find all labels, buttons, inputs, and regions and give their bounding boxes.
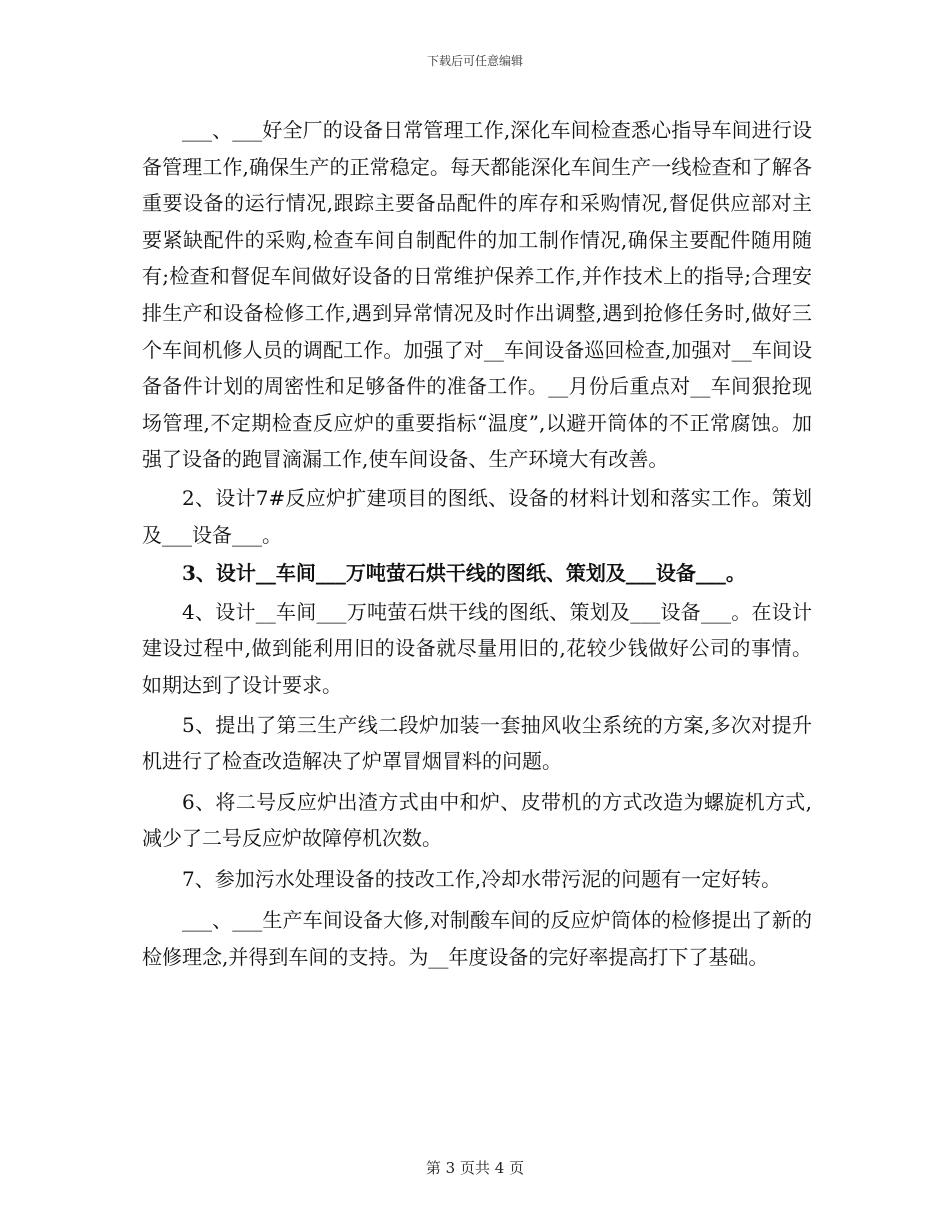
paragraph-7: 7、参加污水处理设备的技改工作,冷却水带污泥的问题有一定好转。: [182, 866, 782, 891]
paragraph-4: 4、设计__车间___万吨萤石烘干线的图纸、策划及___设备___。在设计建设过程中,做到能利用旧的设备就尽量用旧的,花较少钱做好公司的事情。如期达到了设计要求。: [142, 599, 812, 697]
page-header-note: 下载后可任意编辑: [426, 54, 523, 68]
paragraph-5: 5、提出了第三生产线二段炉加装一套抽风收尘系统的方案,多次对提升机进行了检查改造解决了炉罩冒烟冒料的问题。: [142, 712, 812, 774]
paragraph-6: 6、将二号反应炉出渣方式由中和炉、皮带机的方式改造为螺旋机方式,减少了二号反应炉故障停机次数。: [142, 789, 812, 851]
paragraph-8: ___、___生产车间设备大修,对制酸车间的反应炉筒体的检修提出了新的检修理念,并得到车间的支持。为__年度设备的完好率提高打下了基础。: [142, 908, 812, 970]
page-number: 第 3 页共 4 页: [425, 1159, 525, 1177]
document-body: [142, 112, 812, 976]
paragraph-3: 3、设计__车间___万吨萤石烘干线的图纸、策划及___设备___。: [182, 561, 746, 586]
paragraph-1: ___、___好全厂的设备日常管理工作,深化车间检查悉心指导车间进行设备管理工作,确保生产的正常稳定。每天都能深化车间生产一线检查和了解各重要设备的运行情况,跟踪主要备品配件的库存和采购情况,督促供应部对主要紧缺配件的采购,检查车间自制配件的加工制作情况,确保主要配件随用随有;检查和督促车间做好设备的日常维护保养工作,并作技术上的指导;合理安排生产和设备检修工作,遇到异常情况及时作出调整,遇到抢修任务时,做好三个车间机修人员的调配工作。加强了对__车间设备巡回检查,加强对__车间设备备件计划的周密性和足够备件的准备工作。__月份后重点对__车间狠抢现场管理,不定期检查反应炉的重要指标“温度”,以避开筒体的不正常腐蚀。加强了设备的跑冒滴漏工作,使车间设备、生产环境大有改善。: [142, 118, 812, 472]
paragraph-2: 2、设计7#反应炉扩建项目的图纸、设备的材料计划和落实工作。策划及___设备___。: [142, 485, 812, 547]
